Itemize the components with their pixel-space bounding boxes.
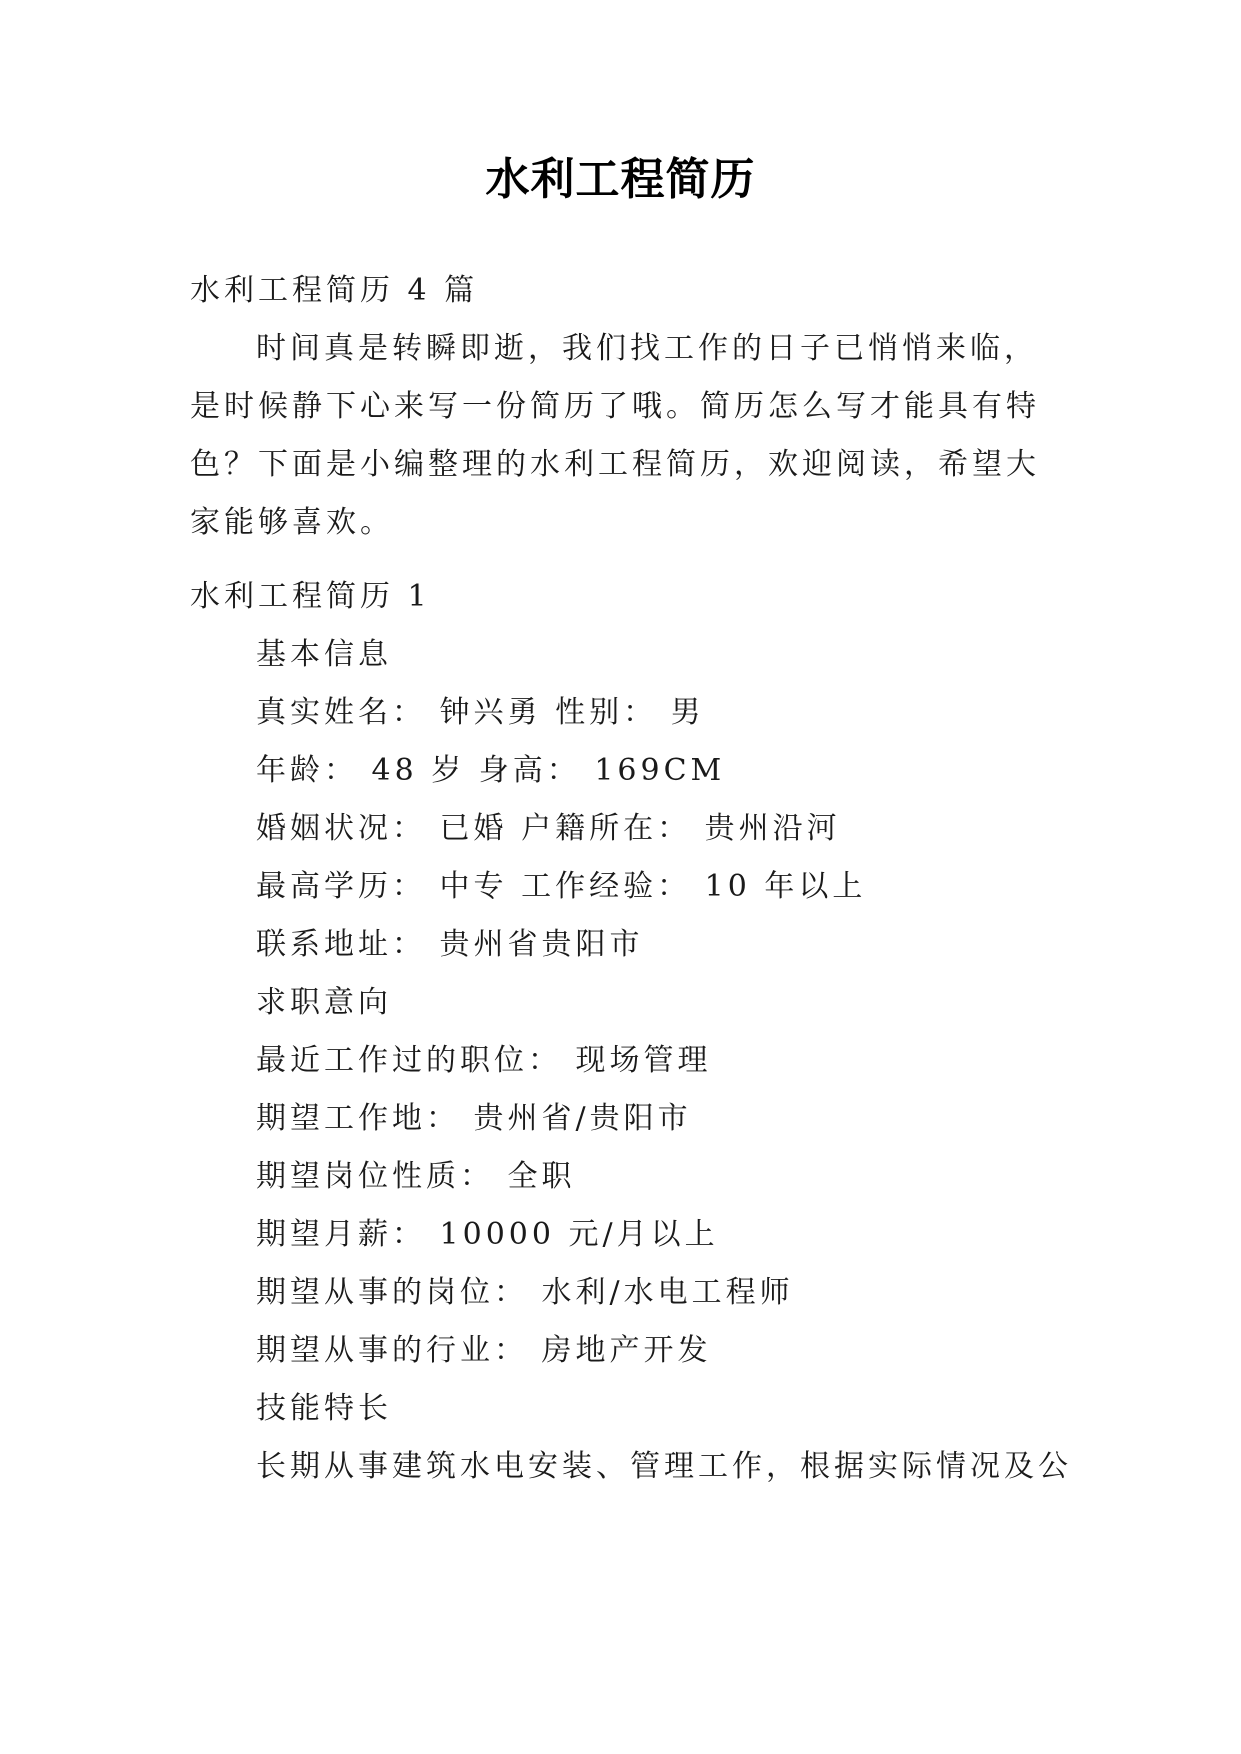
info-desired-position: 期望从事的岗位： 水利/水电工程师	[256, 1275, 794, 1310]
info-marital-hukou: 婚姻状况： 已婚 户籍所在： 贵州沿河	[256, 811, 841, 846]
intro-paragraph: 时间真是转瞬即逝，我们找工作的日子已悄悄来临，是时候静下心来写一份简历了哦。简历怎么写才能具有特色？下面是小编整理的水利工程简历，欢迎阅读，希望大家能够喜欢。	[190, 331, 1040, 540]
document-body	[190, 262, 1056, 552]
info-education-experience: 最高学历： 中专 工作经验： 10 年以上	[256, 869, 867, 904]
document-subtitle: 水利工程简历 4 篇	[190, 273, 479, 308]
info-job-type: 期望岗位性质： 全职	[256, 1159, 576, 1194]
info-desired-industry: 期望从事的行业： 房地产开发	[256, 1333, 712, 1368]
info-name-gender: 真实姓名： 钟兴勇 性别： 男	[256, 695, 705, 730]
document-title: 水利工程简历	[485, 154, 756, 205]
info-desired-salary: 期望月薪： 10000 元/月以上	[256, 1217, 719, 1252]
info-age-height: 年龄： 48 岁 身高： 169CM	[256, 753, 726, 788]
section-title: 水利工程简历 1	[190, 579, 431, 614]
heading-skills: 技能特长	[256, 1391, 392, 1426]
heading-basic-info: 基本信息	[256, 637, 392, 672]
info-recent-position: 最近工作过的职位： 现场管理	[256, 1043, 712, 1078]
info-desired-location: 期望工作地： 贵州省/贵阳市	[256, 1101, 692, 1136]
skills-text: 长期从事建筑水电安装、管理工作，根据实际情况及公	[256, 1449, 1072, 1484]
resume-section-1	[190, 568, 1072, 1496]
info-address: 联系地址： 贵州省贵阳市	[256, 927, 644, 962]
heading-job-intention: 求职意向	[256, 985, 392, 1020]
